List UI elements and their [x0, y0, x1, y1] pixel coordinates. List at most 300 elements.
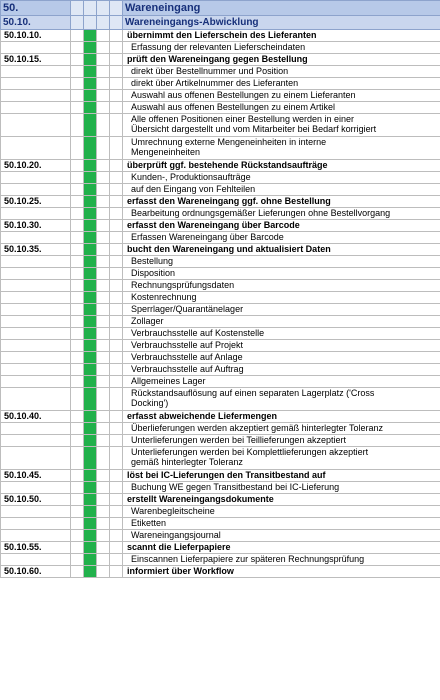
- row-description-cell[interactable]: [123, 328, 440, 340]
- flag-cell[interactable]: [97, 482, 110, 494]
- flag-cell-marked[interactable]: [84, 316, 97, 328]
- flag-cell[interactable]: [110, 554, 123, 566]
- flag-cell[interactable]: [97, 114, 110, 137]
- flag-cell[interactable]: [71, 423, 84, 435]
- flag-cell[interactable]: [97, 196, 110, 208]
- row-description-cell[interactable]: [123, 90, 440, 102]
- table-row: [1, 316, 440, 328]
- section-header-row: [1, 1, 440, 16]
- table-row: [1, 292, 440, 304]
- flag-cell[interactable]: [97, 554, 110, 566]
- flag-cell[interactable]: [97, 137, 110, 160]
- row-description-cell[interactable]: [123, 376, 440, 388]
- flag-cell[interactable]: [71, 376, 84, 388]
- flag-cell[interactable]: [110, 137, 123, 160]
- flag-cell[interactable]: [97, 244, 110, 256]
- flag-cell[interactable]: [71, 542, 84, 554]
- flag-cell[interactable]: [97, 160, 110, 172]
- flag-cell-marked[interactable]: [84, 184, 97, 196]
- flag-cell-marked[interactable]: [84, 102, 97, 114]
- flag-cell[interactable]: [110, 232, 123, 244]
- flag-cell[interactable]: [97, 494, 110, 506]
- flag-cell[interactable]: [97, 184, 110, 196]
- row-code-cell[interactable]: [1, 304, 71, 316]
- flag-cell[interactable]: [71, 566, 84, 578]
- flag-cell-marked[interactable]: [84, 376, 97, 388]
- row-description-cell[interactable]: [123, 566, 440, 578]
- flag-cell[interactable]: [71, 470, 84, 482]
- flag-cell[interactable]: [97, 1, 110, 16]
- row-description-cell[interactable]: [123, 220, 440, 232]
- row-description-cell[interactable]: [123, 30, 440, 42]
- flag-cell-marked[interactable]: [84, 554, 97, 566]
- flag-cell[interactable]: [110, 1, 123, 16]
- row-description-cell[interactable]: [123, 244, 440, 256]
- flag-cell[interactable]: [97, 411, 110, 423]
- row-code-cell[interactable]: [1, 364, 71, 376]
- flag-cell[interactable]: [97, 66, 110, 78]
- flag-cell[interactable]: [110, 256, 123, 268]
- table-row: [1, 554, 440, 566]
- flag-cell[interactable]: [97, 256, 110, 268]
- row-code-cell[interactable]: [1, 423, 71, 435]
- flag-cell[interactable]: [110, 280, 123, 292]
- flag-cell[interactable]: [71, 482, 84, 494]
- flag-cell[interactable]: [110, 78, 123, 90]
- row-code-cell[interactable]: [1, 530, 71, 542]
- row-code-cell[interactable]: [1, 506, 71, 518]
- row-description-cell[interactable]: [123, 530, 440, 542]
- flag-cell-marked[interactable]: [84, 304, 97, 316]
- flag-cell[interactable]: [71, 208, 84, 220]
- flag-cell-marked[interactable]: [84, 78, 97, 90]
- flag-cell-marked[interactable]: [84, 137, 97, 160]
- row-code-cell[interactable]: 50.10.60.: [1, 566, 71, 578]
- flag-cell[interactable]: [110, 292, 123, 304]
- flag-cell[interactable]: [71, 328, 84, 340]
- flag-cell-marked[interactable]: [84, 506, 97, 518]
- row-description-cell[interactable]: [123, 256, 440, 268]
- flag-cell-marked[interactable]: [84, 54, 97, 66]
- row-description-line: Erfassung der relevanten Lieferscheindaten: [131, 42, 306, 52]
- row-description-cell[interactable]: [123, 494, 440, 506]
- row-description-cell[interactable]: [123, 232, 440, 244]
- row-description-cell[interactable]: [123, 78, 440, 90]
- flag-cell-marked[interactable]: [84, 340, 97, 352]
- row-description-cell[interactable]: [123, 435, 440, 447]
- row-code-cell[interactable]: [1, 90, 71, 102]
- flag-cell[interactable]: [71, 16, 84, 30]
- row-code-cell[interactable]: [1, 352, 71, 364]
- flag-cell[interactable]: [97, 447, 110, 470]
- flag-cell[interactable]: [97, 304, 110, 316]
- row-code-cell[interactable]: [1, 78, 71, 90]
- row-code-cell[interactable]: [1, 42, 71, 54]
- flag-cell[interactable]: [97, 30, 110, 42]
- row-description-cell[interactable]: [123, 470, 440, 482]
- row-description-cell[interactable]: [123, 364, 440, 376]
- flag-cell-marked[interactable]: [84, 160, 97, 172]
- flag-cell[interactable]: [71, 78, 84, 90]
- flag-cell[interactable]: [71, 268, 84, 280]
- flag-cell[interactable]: [97, 268, 110, 280]
- row-code-cell[interactable]: 50.10.45.: [1, 470, 71, 482]
- flag-cell[interactable]: [110, 304, 123, 316]
- flag-cell-marked[interactable]: [84, 196, 97, 208]
- flag-cell[interactable]: [71, 66, 84, 78]
- row-description-cell[interactable]: [123, 447, 440, 470]
- flag-cell[interactable]: [97, 232, 110, 244]
- flag-cell[interactable]: [97, 423, 110, 435]
- row-code-cell[interactable]: [1, 208, 71, 220]
- flag-cell[interactable]: [97, 220, 110, 232]
- flag-cell[interactable]: [110, 328, 123, 340]
- row-code-cell[interactable]: 50.10.20.: [1, 160, 71, 172]
- flag-cell[interactable]: [110, 54, 123, 66]
- flag-cell[interactable]: [110, 90, 123, 102]
- flag-cell[interactable]: [71, 90, 84, 102]
- row-code-cell[interactable]: [1, 172, 71, 184]
- row-description-line: Übersicht dargestellt und vom Mitarbeiter bei Bedarf korrigiert: [131, 124, 377, 134]
- flag-cell-marked[interactable]: [84, 542, 97, 554]
- row-code-cell[interactable]: 50.10.40.: [1, 411, 71, 423]
- flag-cell[interactable]: [71, 364, 84, 376]
- flag-cell[interactable]: [71, 232, 84, 244]
- row-description-cell[interactable]: [123, 102, 440, 114]
- flag-cell[interactable]: [71, 292, 84, 304]
- table-row: [1, 268, 440, 280]
- flag-cell[interactable]: [110, 184, 123, 196]
- row-description-line: erfasst abweichende Liefermengen: [127, 411, 278, 421]
- row-code-cell[interactable]: [1, 280, 71, 292]
- row-description-cell[interactable]: [123, 506, 440, 518]
- flag-cell-marked[interactable]: [84, 411, 97, 423]
- flag-cell[interactable]: [110, 220, 123, 232]
- row-description-line: gemäß hinterlegter Toleranz: [131, 457, 243, 467]
- flag-cell[interactable]: [71, 1, 84, 16]
- row-description-line: Zollager: [131, 316, 164, 326]
- flag-cell[interactable]: [97, 530, 110, 542]
- row-code-cell[interactable]: 50.10.35.: [1, 244, 71, 256]
- flag-cell[interactable]: [71, 30, 84, 42]
- flag-cell[interactable]: [71, 160, 84, 172]
- row-code-cell[interactable]: [1, 102, 71, 114]
- flag-cell[interactable]: [110, 530, 123, 542]
- flag-cell[interactable]: [110, 114, 123, 137]
- flag-cell-marked[interactable]: [84, 30, 97, 42]
- row-description-cell[interactable]: [123, 316, 440, 328]
- flag-cell[interactable]: [84, 1, 97, 16]
- flag-cell[interactable]: [97, 90, 110, 102]
- flag-cell-marked[interactable]: [84, 352, 97, 364]
- table-row: [1, 196, 440, 208]
- flag-cell[interactable]: [97, 470, 110, 482]
- row-description-line: Umrechnung externe Mengeneinheiten in interne: [131, 137, 327, 147]
- row-description-cell[interactable]: [123, 172, 440, 184]
- row-code-cell[interactable]: 50.10.25.: [1, 196, 71, 208]
- row-code-cell[interactable]: [1, 184, 71, 196]
- flag-cell-marked[interactable]: [84, 42, 97, 54]
- row-description-line: Docking'): [131, 398, 169, 408]
- flag-cell[interactable]: [71, 411, 84, 423]
- flag-cell-marked[interactable]: [84, 470, 97, 482]
- flag-cell[interactable]: [71, 304, 84, 316]
- flag-cell-marked[interactable]: [84, 423, 97, 435]
- row-description-cell[interactable]: [123, 292, 440, 304]
- flag-cell[interactable]: [71, 554, 84, 566]
- flag-cell[interactable]: [71, 137, 84, 160]
- row-code-cell[interactable]: 50.10.30.: [1, 220, 71, 232]
- row-description-cell[interactable]: [123, 42, 440, 54]
- flag-cell[interactable]: [110, 30, 123, 42]
- flag-cell[interactable]: [110, 494, 123, 506]
- row-description-cell[interactable]: [123, 518, 440, 530]
- flag-cell[interactable]: [84, 16, 97, 30]
- flag-cell-marked[interactable]: [84, 530, 97, 542]
- flag-cell[interactable]: [71, 196, 84, 208]
- flag-cell[interactable]: [110, 340, 123, 352]
- table-row: [1, 376, 440, 388]
- section-title[interactable]: Wareneingang: [123, 1, 440, 16]
- flag-cell[interactable]: [110, 518, 123, 530]
- flag-cell[interactable]: [110, 172, 123, 184]
- flag-cell[interactable]: [71, 114, 84, 137]
- row-code-cell[interactable]: [1, 376, 71, 388]
- flag-cell[interactable]: [97, 54, 110, 66]
- flag-cell-marked[interactable]: [84, 518, 97, 530]
- flag-cell-marked[interactable]: [84, 208, 97, 220]
- flag-cell-marked[interactable]: [84, 220, 97, 232]
- table-row: [1, 566, 440, 578]
- row-code-cell[interactable]: [1, 268, 71, 280]
- flag-cell-marked[interactable]: [84, 244, 97, 256]
- row-description-cell[interactable]: [123, 208, 440, 220]
- flag-cell[interactable]: [110, 316, 123, 328]
- table-row: [1, 494, 440, 506]
- row-description-cell[interactable]: [123, 114, 440, 137]
- flag-cell[interactable]: [71, 184, 84, 196]
- row-code-cell[interactable]: 50.10.50.: [1, 494, 71, 506]
- row-description-line: Bestellung: [131, 256, 174, 266]
- flag-cell-marked[interactable]: [84, 280, 97, 292]
- flag-cell[interactable]: [97, 208, 110, 220]
- flag-cell[interactable]: [110, 196, 123, 208]
- flag-cell[interactable]: [110, 376, 123, 388]
- flag-cell-marked[interactable]: [84, 66, 97, 78]
- row-code-cell[interactable]: [1, 518, 71, 530]
- row-description-line: prüft den Wareneingang gegen Bestellung: [127, 54, 308, 64]
- flag-cell[interactable]: [110, 268, 123, 280]
- row-description-line: Verbrauchsstelle auf Projekt: [131, 340, 244, 350]
- flag-cell[interactable]: [110, 42, 123, 54]
- flag-cell-marked[interactable]: [84, 292, 97, 304]
- row-description-cell[interactable]: [123, 542, 440, 554]
- flag-cell[interactable]: [110, 16, 123, 30]
- flag-cell[interactable]: [71, 220, 84, 232]
- table-row: [1, 160, 440, 172]
- row-description-cell[interactable]: [123, 137, 440, 160]
- flag-cell-marked[interactable]: [84, 268, 97, 280]
- flag-cell[interactable]: [110, 364, 123, 376]
- flag-cell[interactable]: [97, 340, 110, 352]
- flag-cell[interactable]: [110, 542, 123, 554]
- row-description-cell[interactable]: [123, 54, 440, 66]
- flag-cell-marked[interactable]: [84, 566, 97, 578]
- row-description-cell[interactable]: [123, 340, 440, 352]
- row-description-cell[interactable]: [123, 304, 440, 316]
- row-code-cell[interactable]: 50.10.15.: [1, 54, 71, 66]
- flag-cell[interactable]: [71, 244, 84, 256]
- flag-cell[interactable]: [71, 256, 84, 268]
- flag-cell[interactable]: [97, 102, 110, 114]
- row-description-cell[interactable]: [123, 388, 440, 411]
- flag-cell[interactable]: [97, 566, 110, 578]
- row-description-cell[interactable]: [123, 411, 440, 423]
- flag-cell[interactable]: [97, 280, 110, 292]
- row-code-cell[interactable]: [1, 554, 71, 566]
- flag-cell-marked[interactable]: [84, 494, 97, 506]
- flag-cell[interactable]: [110, 506, 123, 518]
- row-description-line: Kunden-, Produktionsaufträge: [131, 172, 251, 182]
- row-code-cell[interactable]: [1, 137, 71, 160]
- row-code-cell[interactable]: 50.10.55.: [1, 542, 71, 554]
- flag-cell[interactable]: [71, 518, 84, 530]
- flag-cell[interactable]: [71, 42, 84, 54]
- row-code-cell[interactable]: [1, 292, 71, 304]
- flag-cell[interactable]: [71, 340, 84, 352]
- row-code-cell[interactable]: [1, 316, 71, 328]
- flag-cell[interactable]: [110, 423, 123, 435]
- flag-cell[interactable]: [71, 435, 84, 447]
- flag-cell[interactable]: [97, 16, 110, 30]
- flag-cell[interactable]: [71, 530, 84, 542]
- section-code[interactable]: 50.: [1, 1, 71, 16]
- flag-cell[interactable]: [71, 102, 84, 114]
- row-description-line: Allgemeines Lager: [131, 376, 206, 386]
- row-code-cell[interactable]: [1, 482, 71, 494]
- flag-cell[interactable]: [97, 388, 110, 411]
- row-description-line: Unterlieferungen werden bei Komplettlieferungen akzeptiert: [131, 447, 369, 457]
- flag-cell[interactable]: [97, 376, 110, 388]
- flag-cell[interactable]: [110, 566, 123, 578]
- row-code-cell[interactable]: [1, 328, 71, 340]
- flag-cell[interactable]: [110, 411, 123, 423]
- flag-cell[interactable]: [71, 352, 84, 364]
- flag-cell[interactable]: [110, 66, 123, 78]
- flag-cell-marked[interactable]: [84, 114, 97, 137]
- flag-cell-marked[interactable]: [84, 256, 97, 268]
- subsection-title[interactable]: Wareneingangs-Abwicklung: [123, 16, 440, 30]
- row-description-cell[interactable]: [123, 184, 440, 196]
- row-code-cell[interactable]: [1, 388, 71, 411]
- subsection-code[interactable]: 50.10.: [1, 16, 71, 30]
- row-code-cell[interactable]: [1, 256, 71, 268]
- flag-cell[interactable]: [97, 172, 110, 184]
- row-description-line: Unterlieferungen werden bei Teillieferungen akzeptiert: [131, 435, 346, 445]
- flag-cell[interactable]: [110, 470, 123, 482]
- flag-cell[interactable]: [71, 172, 84, 184]
- table-row: [1, 482, 440, 494]
- flag-cell-marked[interactable]: [84, 482, 97, 494]
- flag-cell[interactable]: [71, 388, 84, 411]
- flag-cell[interactable]: [110, 208, 123, 220]
- flag-cell[interactable]: [110, 244, 123, 256]
- table-row: [1, 78, 440, 90]
- flag-cell[interactable]: [97, 518, 110, 530]
- table-row: [1, 114, 440, 137]
- table-row: [1, 304, 440, 316]
- flag-cell[interactable]: [71, 316, 84, 328]
- flag-cell[interactable]: [71, 54, 84, 66]
- row-code-cell[interactable]: [1, 114, 71, 137]
- flag-cell[interactable]: [97, 292, 110, 304]
- flag-cell-marked[interactable]: [84, 328, 97, 340]
- flag-cell[interactable]: [97, 42, 110, 54]
- flag-cell[interactable]: [71, 506, 84, 518]
- flag-cell[interactable]: [97, 435, 110, 447]
- flag-cell[interactable]: [71, 494, 84, 506]
- row-code-cell[interactable]: [1, 447, 71, 470]
- flag-cell[interactable]: [71, 447, 84, 470]
- flag-cell[interactable]: [110, 352, 123, 364]
- flag-cell[interactable]: [110, 160, 123, 172]
- row-code-cell[interactable]: [1, 340, 71, 352]
- flag-cell[interactable]: [97, 328, 110, 340]
- row-description-cell[interactable]: [123, 482, 440, 494]
- flag-cell[interactable]: [71, 280, 84, 292]
- flag-cell[interactable]: [110, 435, 123, 447]
- table-row: [1, 90, 440, 102]
- flag-cell[interactable]: [97, 506, 110, 518]
- flag-cell[interactable]: [110, 482, 123, 494]
- row-description-cell[interactable]: [123, 423, 440, 435]
- row-description-cell[interactable]: [123, 160, 440, 172]
- row-code-cell[interactable]: [1, 66, 71, 78]
- flag-cell[interactable]: [97, 316, 110, 328]
- row-description-line: erfasst den Wareneingang über Barcode: [127, 220, 300, 230]
- row-description-line: Wareneingangsjournal: [131, 530, 221, 540]
- table-row: [1, 220, 440, 232]
- flag-cell[interactable]: [110, 447, 123, 470]
- flag-cell[interactable]: [97, 542, 110, 554]
- row-description-cell[interactable]: [123, 554, 440, 566]
- row-code-cell[interactable]: [1, 435, 71, 447]
- row-code-cell[interactable]: [1, 232, 71, 244]
- row-description-cell[interactable]: [123, 280, 440, 292]
- row-description-cell[interactable]: [123, 268, 440, 280]
- row-description-line: übernimmt den Lieferschein des Lieferanten: [127, 30, 317, 40]
- flag-cell-marked[interactable]: [84, 388, 97, 411]
- row-description-cell[interactable]: [123, 352, 440, 364]
- flag-cell-marked[interactable]: [84, 435, 97, 447]
- flag-cell[interactable]: [110, 388, 123, 411]
- flag-cell-marked[interactable]: [84, 364, 97, 376]
- flag-cell[interactable]: [97, 364, 110, 376]
- row-description-cell[interactable]: [123, 196, 440, 208]
- flag-cell-marked[interactable]: [84, 90, 97, 102]
- flag-cell-marked[interactable]: [84, 447, 97, 470]
- table-row: [1, 542, 440, 554]
- flag-cell[interactable]: [97, 352, 110, 364]
- row-code-cell[interactable]: 50.10.10.: [1, 30, 71, 42]
- flag-cell[interactable]: [97, 78, 110, 90]
- row-description-cell[interactable]: [123, 66, 440, 78]
- row-description-line: Verbrauchsstelle auf Auftrag: [131, 364, 244, 374]
- table-row: [1, 470, 440, 482]
- flag-cell[interactable]: [110, 102, 123, 114]
- flag-cell-marked[interactable]: [84, 232, 97, 244]
- flag-cell-marked[interactable]: [84, 172, 97, 184]
